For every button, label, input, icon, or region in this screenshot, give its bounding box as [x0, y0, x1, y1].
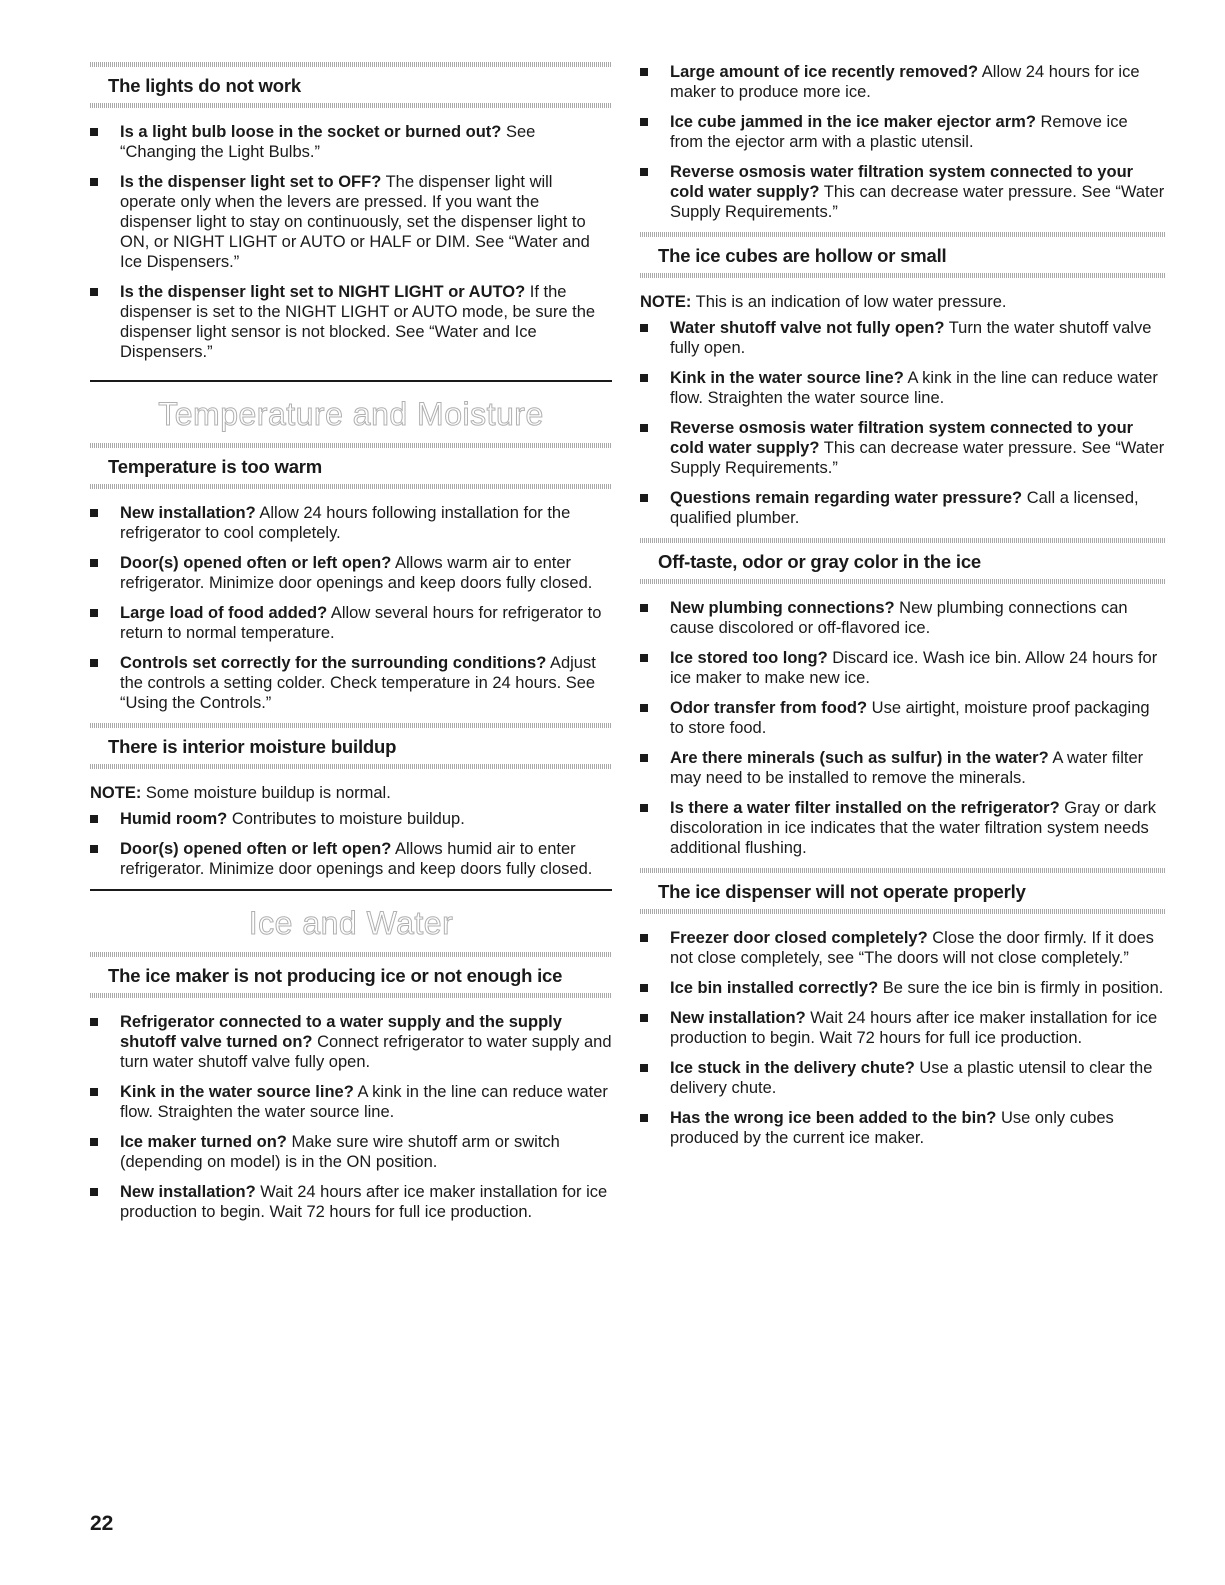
section-title: The lights do not work — [108, 75, 301, 96]
item-question: Kink in the water source line? — [670, 369, 904, 387]
bullet-icon — [90, 178, 98, 186]
item-question: Large load of food added? — [120, 604, 328, 622]
item-question: Refrigerator connected to a water supply and the supply shutoff valve turned on? — [120, 1013, 562, 1051]
bullet-icon — [90, 659, 98, 667]
item-question: Ice bin installed correctly? — [670, 979, 879, 997]
bullet-icon — [90, 815, 98, 823]
bullet-icon — [640, 934, 648, 942]
item-question: Humid room? — [120, 810, 228, 828]
offtaste-section — [640, 538, 1165, 584]
item-answer: Allow 24 hours for ice maker to produce more ice. — [670, 63, 1140, 101]
item-answer: A water filter may need to be installed to remove the minerals. — [670, 749, 1144, 787]
lights-section — [90, 62, 612, 108]
bullet-icon — [640, 804, 648, 812]
divider — [640, 273, 1165, 278]
section-title: The ice cubes are hollow or small — [658, 245, 947, 266]
item-answer: Use airtight, moisture proof packaging to store food. — [670, 699, 1150, 737]
item-question: Is there a water filter installed on the refrigerator? — [670, 799, 1060, 817]
list-item — [90, 1082, 612, 1122]
list-item — [640, 978, 1165, 998]
bullet-icon — [90, 1188, 98, 1196]
list-item — [90, 839, 612, 879]
list-item — [640, 928, 1165, 968]
list-item — [90, 282, 612, 362]
list-item — [90, 553, 612, 593]
bullet-icon — [640, 1014, 648, 1022]
note-text: Some moisture buildup is normal. — [141, 784, 391, 802]
divider — [90, 103, 612, 108]
hollow-note — [640, 292, 1165, 312]
bullet-icon — [90, 1088, 98, 1096]
item-answer: The dispenser light will operate only when the levers are pressed. If you want the dispenser light to stay on continuously, set the dispenser light to ON, or NIGHT LIGHT or AUTO or HALF or DIM. See “Water and Ice Dispensers.” — [120, 173, 590, 271]
note-label: NOTE: — [90, 784, 142, 802]
list-item — [90, 503, 612, 543]
bullet-icon — [640, 118, 648, 126]
list-item — [90, 809, 612, 829]
left-column — [90, 62, 612, 1232]
item-answer: Use only cubes produced by the current ice maker. — [670, 1109, 1114, 1147]
divider — [640, 868, 1165, 873]
list-item — [640, 318, 1165, 358]
bullet-icon — [640, 754, 648, 762]
page-number: 22 — [90, 1512, 114, 1535]
temperature-moisture-heading: Temperature and Moisture — [158, 396, 544, 432]
dispenser-list — [640, 928, 1165, 1148]
item-question: Reverse osmosis water filtration system connected to your cold water supply? — [670, 163, 1134, 201]
not-producing-section — [90, 952, 612, 998]
list-item — [640, 62, 1165, 102]
list-item — [640, 1108, 1165, 1148]
divider — [640, 538, 1165, 543]
section-title: There is interior moisture buildup — [108, 736, 397, 757]
item-answer: Contributes to moisture buildup. — [227, 810, 465, 828]
item-question: Door(s) opened often or left open? — [120, 554, 392, 572]
moisture-note — [90, 783, 612, 803]
item-question: Ice maker turned on? — [120, 1133, 287, 1151]
bullet-icon — [640, 1064, 648, 1072]
list-item — [640, 162, 1165, 222]
list-item — [90, 1182, 612, 1222]
item-answer: This can decrease water pressure. See “Water Supply Requirements.” — [670, 439, 1165, 477]
item-answer: Discard ice. Wash ice bin. Allow 24 hours for ice maker to make new ice. — [670, 649, 1158, 687]
bullet-icon — [90, 1018, 98, 1026]
list-item — [640, 1008, 1165, 1048]
note-text: This is an indication of low water pressure. — [691, 293, 1007, 311]
list-item — [640, 698, 1165, 738]
item-answer: This can decrease water pressure. See “Water Supply Requirements.” — [670, 183, 1165, 221]
item-question: Is a light bulb loose in the socket or burned out? — [120, 123, 502, 141]
offtaste-list — [640, 598, 1165, 858]
list-item — [640, 368, 1165, 408]
item-question: Ice cube jammed in the ice maker ejector arm? — [670, 113, 1036, 131]
continued-list — [640, 62, 1165, 222]
item-answer: Allow several hours for refrigerator to return to normal temperature. — [120, 604, 602, 642]
item-answer: Allows humid air to enter refrigerator. Minimize door openings and keep doors fully closed. — [120, 840, 593, 878]
item-answer: Wait 24 hours after ice maker installation for ice production to begin. Wait 72 hours for full ice production. — [670, 1009, 1158, 1047]
divider — [90, 443, 612, 448]
list-item — [90, 1132, 612, 1172]
item-question: Controls set correctly for the surrounding conditions? — [120, 654, 547, 672]
list-item — [640, 798, 1165, 858]
item-answer: Remove ice from the ejector arm with a plastic utensil. — [670, 113, 1128, 151]
bullet-icon — [90, 845, 98, 853]
item-answer: Allow 24 hours following installation for the refrigerator to cool completely. — [120, 504, 571, 542]
item-question: Has the wrong ice been added to the bin? — [670, 1109, 997, 1127]
section-title: Off-taste, odor or gray color in the ice — [658, 551, 981, 572]
list-item — [90, 1012, 612, 1072]
bullet-icon — [640, 324, 648, 332]
item-answer: Wait 24 hours after ice maker installation for ice production to begin. Wait 72 hours for full ice production. — [120, 1183, 608, 1221]
moisture-section — [90, 723, 612, 769]
list-item — [640, 488, 1165, 528]
list-item — [640, 418, 1165, 478]
bullet-icon — [640, 604, 648, 612]
divider — [90, 764, 612, 769]
item-answer: Call a licensed, qualified plumber. — [670, 489, 1139, 527]
item-question: Is the dispenser light set to OFF? — [120, 173, 382, 191]
bullet-icon — [640, 704, 648, 712]
bullet-icon — [90, 128, 98, 136]
hollow-section — [640, 232, 1165, 278]
item-answer: A kink in the line can reduce water flow. Straighten the water source line. — [120, 1083, 608, 1121]
divider — [90, 62, 612, 67]
dispenser-section — [640, 868, 1165, 914]
bullet-icon — [90, 288, 98, 296]
list-item — [640, 1058, 1165, 1098]
hollow-list — [640, 318, 1165, 528]
item-answer: Turn the water shutoff valve fully open. — [670, 319, 1152, 357]
not-producing-list — [90, 1012, 612, 1222]
divider — [640, 579, 1165, 584]
right-column — [640, 62, 1165, 1158]
item-question: New plumbing connections? — [670, 599, 895, 617]
section-title: The ice maker is not producing ice or not enough ice — [108, 965, 563, 986]
bullet-icon — [90, 1138, 98, 1146]
moisture-list — [90, 809, 612, 879]
item-question: Reverse osmosis water filtration system connected to your cold water supply? — [670, 419, 1134, 457]
item-question: Water shutoff valve not fully open? — [670, 319, 945, 337]
list-item — [640, 648, 1165, 688]
list-item — [90, 122, 612, 162]
item-question: Odor transfer from food? — [670, 699, 868, 717]
item-answer: Use a plastic utensil to clear the delivery chute. — [670, 1059, 1153, 1097]
divider — [90, 952, 612, 957]
item-question: Ice stuck in the delivery chute? — [670, 1059, 915, 1077]
divider — [90, 723, 612, 728]
item-answer: Gray or dark discoloration in ice indicates that the water filtration system needs additional flushing. — [670, 799, 1156, 857]
item-question: Is the dispenser light set to NIGHT LIGHT or AUTO? — [120, 283, 526, 301]
item-question: Questions remain regarding water pressure? — [670, 489, 1023, 507]
item-answer: Allows warm air to enter refrigerator. Minimize door openings and keep doors fully closed. — [120, 554, 593, 592]
divider — [90, 993, 612, 998]
item-answer: New plumbing connections can cause discolored or off-flavored ice. — [670, 599, 1128, 637]
list-item — [90, 603, 612, 643]
bullet-icon — [640, 168, 648, 176]
item-answer: A kink in the line can reduce water flow. Straighten the water source line. — [670, 369, 1158, 407]
too-warm-section — [90, 443, 612, 489]
item-question: New installation? — [120, 504, 256, 522]
item-answer: Close the door firmly. If it does not close completely, see “The doors will not close completely.” — [670, 929, 1154, 967]
section-title: Temperature is too warm — [108, 456, 323, 477]
item-question: Large amount of ice recently removed? — [670, 63, 979, 81]
item-answer: Make sure wire shutoff arm or switch (depending on model) is in the ON position. — [120, 1133, 560, 1171]
lights-list — [90, 122, 612, 362]
divider — [640, 232, 1165, 237]
bullet-icon — [90, 509, 98, 517]
too-warm-list — [90, 503, 612, 713]
list-item — [90, 172, 612, 272]
section-title: The ice dispenser will not operate properly — [658, 881, 1026, 902]
divider — [640, 909, 1165, 914]
ice-water-heading: Ice and Water — [248, 905, 454, 941]
note-label: NOTE: — [640, 293, 692, 311]
bullet-icon — [640, 984, 648, 992]
list-item — [640, 748, 1165, 788]
item-question: Are there minerals (such as sulfur) in the water? — [670, 749, 1049, 767]
divider — [90, 484, 612, 489]
item-question: New installation? — [120, 1183, 256, 1201]
item-answer: Be sure the ice bin is firmly in position. — [878, 979, 1164, 997]
item-question: Kink in the water source line? — [120, 1083, 354, 1101]
item-question: Freezer door closed completely? — [670, 929, 928, 947]
bullet-icon — [640, 374, 648, 382]
bullet-icon — [640, 654, 648, 662]
item-question: New installation? — [670, 1009, 806, 1027]
item-question: Ice stored too long? — [670, 649, 828, 667]
list-item — [90, 653, 612, 713]
bullet-icon — [90, 609, 98, 617]
item-answer: See “Changing the Light Bulbs.” — [120, 123, 536, 161]
bullet-icon — [640, 424, 648, 432]
bullet-icon — [640, 1114, 648, 1122]
item-question: Door(s) opened often or left open? — [120, 840, 392, 858]
item-answer: Connect refrigerator to water supply and turn water shutoff valve fully open. — [120, 1033, 612, 1071]
bullet-icon — [90, 559, 98, 567]
list-item — [640, 112, 1165, 152]
item-answer: Adjust the controls a setting colder. Check temperature in 24 hours. See “Using the Controls.” — [120, 654, 596, 712]
item-answer: If the dispenser is set to the NIGHT LIGHT or AUTO mode, be sure the dispenser light sensor is not blocked. See “Water and Ice Dispensers.” — [120, 283, 596, 361]
bullet-icon — [640, 494, 648, 502]
list-item — [640, 598, 1165, 638]
bullet-icon — [640, 68, 648, 76]
